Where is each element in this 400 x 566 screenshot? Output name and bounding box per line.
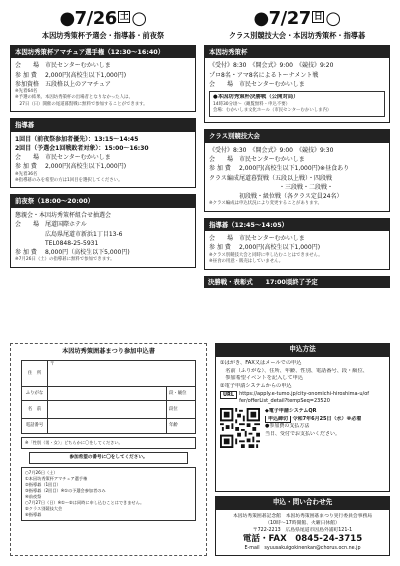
day1-title: [10, 8, 196, 30]
application-url[interactable]: https://apply.e-tumo.jp/city-onomichi-hiroshima-u/of fer/offerList_detail?tempSeq=23520: [239, 391, 370, 405]
form-title: 本因坊秀策囲碁まつり参加申込書: [62, 348, 155, 355]
day2-column: [204, 8, 390, 294]
note: 14時30分頃～（観覧無料・申込不要）: [213, 101, 291, 107]
note: 会場：むかいしま文化ホール（市民センターむかいしま内）: [213, 107, 332, 113]
tel-fax[interactable]: 電話・FAX 0845-24-3715: [242, 534, 363, 544]
info-line: 参 加 費 2,000円(高校生以下1,000円): [209, 244, 321, 252]
apply-title: 申込方法: [215, 343, 390, 356]
day2-weekday: 日: [313, 12, 323, 22]
note: 27日（日）開催の尾道暮賢戦に無料で参加することができます。: [15, 101, 148, 107]
check-item[interactable]: ⑥指導碁: [25, 512, 42, 518]
note: ※指導碁のみを希望の方は1回目を選択してください。: [15, 178, 123, 184]
teaching-game-day2-box: [204, 218, 390, 270]
info-line: 参 加 費 2,000円(高校生以下1,000円): [15, 71, 127, 79]
info-line: 《受付》8:30 《開会式》9:00 《競技》9:30: [209, 147, 334, 155]
day2-date: ●7/27: [253, 8, 311, 29]
info-line: クラス編成尾道暮賢戦（五段以上戦）・四段戦: [209, 174, 333, 182]
day1-date: ●7/26: [59, 8, 117, 29]
day2-subtitle: クラス別競技大会・本因坊秀策杯・指導碁: [228, 31, 366, 40]
rank-label: 段・級位: [169, 390, 187, 396]
final-match-title: ●本因坊秀策杯決勝戦（公開対局）: [213, 93, 299, 100]
amateur-championship-title: 本因坊秀策杯アマチュア選手権（12:30～16:40）: [11, 46, 195, 59]
shusaku-cup-title: 本因坊秀策杯: [205, 46, 389, 59]
contact-title: 申込・問い合わせ先: [215, 496, 390, 509]
dan-label: 段位: [169, 406, 178, 412]
closing-bar: 決勝戦・表彰式 17:00頃終了予定: [204, 276, 390, 289]
info-line: 会 場 市民センターむかいしま: [209, 235, 305, 243]
age-label: 年齢: [169, 423, 178, 429]
session-line: 1回目（前夜祭参加者優先）：13:15～14:45: [15, 135, 139, 143]
teaching-game-title: 指導碁: [11, 119, 195, 132]
note: ※クラス編成は申込状況により変更することがあります。: [209, 201, 322, 207]
note: ※昼食の用意・販売はしていません。: [209, 259, 284, 265]
phone-row: [22, 419, 195, 433]
class-tournament-box: [204, 129, 390, 211]
info-line: ・三段戦・二段戦・: [279, 183, 334, 191]
day2-title: [204, 8, 390, 30]
furigana-field[interactable]: [48, 387, 167, 400]
info-line: 《受付》8:30 《開会式》9:00 《競技》9:20: [209, 62, 334, 70]
final-match-box: [209, 91, 385, 117]
day2-mark: ○: [325, 8, 341, 29]
contact-body: [215, 509, 390, 556]
address-label: 住 所: [22, 361, 48, 386]
day1-weekday: 土: [119, 12, 129, 22]
note: ※先着36名: [15, 171, 38, 177]
apply-line: ②電子申請システムからの申込: [220, 383, 292, 390]
info-line: 会 場 市民センターむかいしま: [209, 156, 305, 164]
info-line: 懇親会・本因坊秀策杯組合せ抽選会: [15, 212, 112, 220]
apply-column: [215, 343, 390, 556]
fee-detail: 当日、受付でお支払いください。: [265, 430, 341, 437]
contact-line: （10時～17時開館、火曜日休館）: [265, 521, 340, 526]
furigana-row: [22, 387, 195, 401]
info-line: 会 場 市民センターむかいしま: [209, 80, 305, 88]
deadline-line: 申込締切 令和7年6月25日（水）※必着: [265, 416, 361, 424]
check-item[interactable]: ○7月27日（日）※①～⑤は同時に申し込むことはできません。: [25, 500, 145, 506]
check-item[interactable]: ⑤クラス別競技大会: [25, 506, 63, 512]
info-line: 参加資格 五段格以上のアマチュア: [15, 80, 111, 88]
info-line: 参 加 費 8,000円（高校生以下5,000円): [15, 248, 130, 256]
email[interactable]: E-mail syuusakuigokinenkan@chorus.ocn.ne.jp: [244, 546, 361, 551]
info-line: 会 場 市民センターむかいしま: [15, 154, 111, 162]
info-line: プロ8名・アマ8名によるトーナメント戦: [209, 71, 319, 79]
info-line: 初段戦・級位戦（各クラス定員24名）: [239, 193, 343, 201]
teaching-game-day2-title: 指導碁（12:45～14:05）: [205, 219, 389, 232]
qr-caption: ◆電子申請システムQR: [265, 408, 317, 415]
note: ※予選の結果、本因坊秀策杯の出場者となりなかった人は、: [15, 95, 133, 101]
event-checklist: [21, 467, 196, 521]
name-row: [22, 401, 195, 419]
note: ※クラス別競技大会と同時に申し込むことはできません。: [209, 252, 323, 258]
check-item[interactable]: ②指導碁（1回目）: [25, 482, 61, 488]
amateur-championship-box: [10, 45, 196, 112]
address-row: [22, 361, 195, 387]
application-form: [10, 343, 207, 556]
check-item[interactable]: ○7月26日（土）: [25, 470, 58, 476]
class-tournament-title: クラス別競技大会: [205, 130, 389, 143]
eve-party-box: [10, 194, 196, 267]
teaching-game-box: [10, 118, 196, 188]
check-item[interactable]: ④前夜祭: [25, 494, 42, 500]
url-box: [220, 391, 385, 405]
day1-column: [10, 8, 196, 294]
day1-mark: ○: [131, 8, 147, 29]
session-line: 2回目（予選会1回戦敗者対象）：15:00～16:30: [15, 145, 149, 153]
eve-party-title: 前夜祭（18:00～20:00）: [11, 195, 195, 208]
note: ※先着64名: [15, 88, 38, 94]
info-line: 参 加 費 2,000円(高校生以下1,000円)※昼食あり: [209, 165, 350, 173]
check-item[interactable]: ③指導碁（2回目）※①の予選会参加者のみ: [25, 488, 106, 494]
check-item[interactable]: ①本因坊秀策杯アマチュア選手権: [25, 476, 88, 482]
apply-line: ①はがき、FAX又はメールでの申込: [220, 359, 302, 366]
phone-label: 電話番号: [22, 419, 48, 433]
name-field[interactable]: [48, 401, 167, 418]
circle-prompt: 参加希望の番号に〇をしてください。: [29, 452, 188, 464]
address-field[interactable]: 〒: [50, 362, 55, 368]
form-table: [21, 360, 196, 434]
info-line: TEL0848-25-5931: [45, 239, 99, 247]
info-line: 会 場 市民センターむかいしま: [15, 62, 111, 70]
gender-note: ※「性別（男・女）」どちらかに〇をしてください。: [21, 437, 196, 449]
contact-line: 本因坊秀策囲碁記念館 本因坊秀策囲碁まつり実行委員会事務局: [232, 514, 373, 519]
phone-field[interactable]: [48, 419, 167, 433]
furigana-label: ふりがな: [22, 387, 48, 400]
name-label: 名 前: [22, 401, 48, 418]
info-line: 参 加 費 2,000円(高校生以下1,000円): [15, 163, 127, 171]
apply-line: 名前（ふりがな）、住所、年齢、性別、電話番号、段・級位、: [220, 367, 368, 374]
contact-line: 〒722-2213 広島県尾道市因島外浦町121-1: [252, 528, 353, 533]
day1-subtitle: 本因坊秀策杯予選会・指導碁・前夜祭: [41, 31, 165, 40]
qr-area: [220, 408, 385, 448]
shusaku-cup-box: [204, 45, 390, 124]
apply-line: 参加希望イベントを記入して申込: [220, 375, 304, 382]
url-tag: URL: [220, 391, 237, 399]
info-line: 会 場 尾道国際ホテル: [15, 221, 87, 229]
note: ※7月26日（土）の指導碁に無料で参加できます。: [15, 257, 115, 263]
apply-body: [215, 356, 390, 492]
fee-method: ●参加費の支払方法: [265, 423, 310, 430]
schedule-columns: [10, 8, 390, 294]
info-line: 広島県尾道市新浜1丁目13-6: [45, 230, 123, 238]
qr-code-icon[interactable]: [220, 408, 260, 448]
bottom-area: [10, 343, 390, 556]
